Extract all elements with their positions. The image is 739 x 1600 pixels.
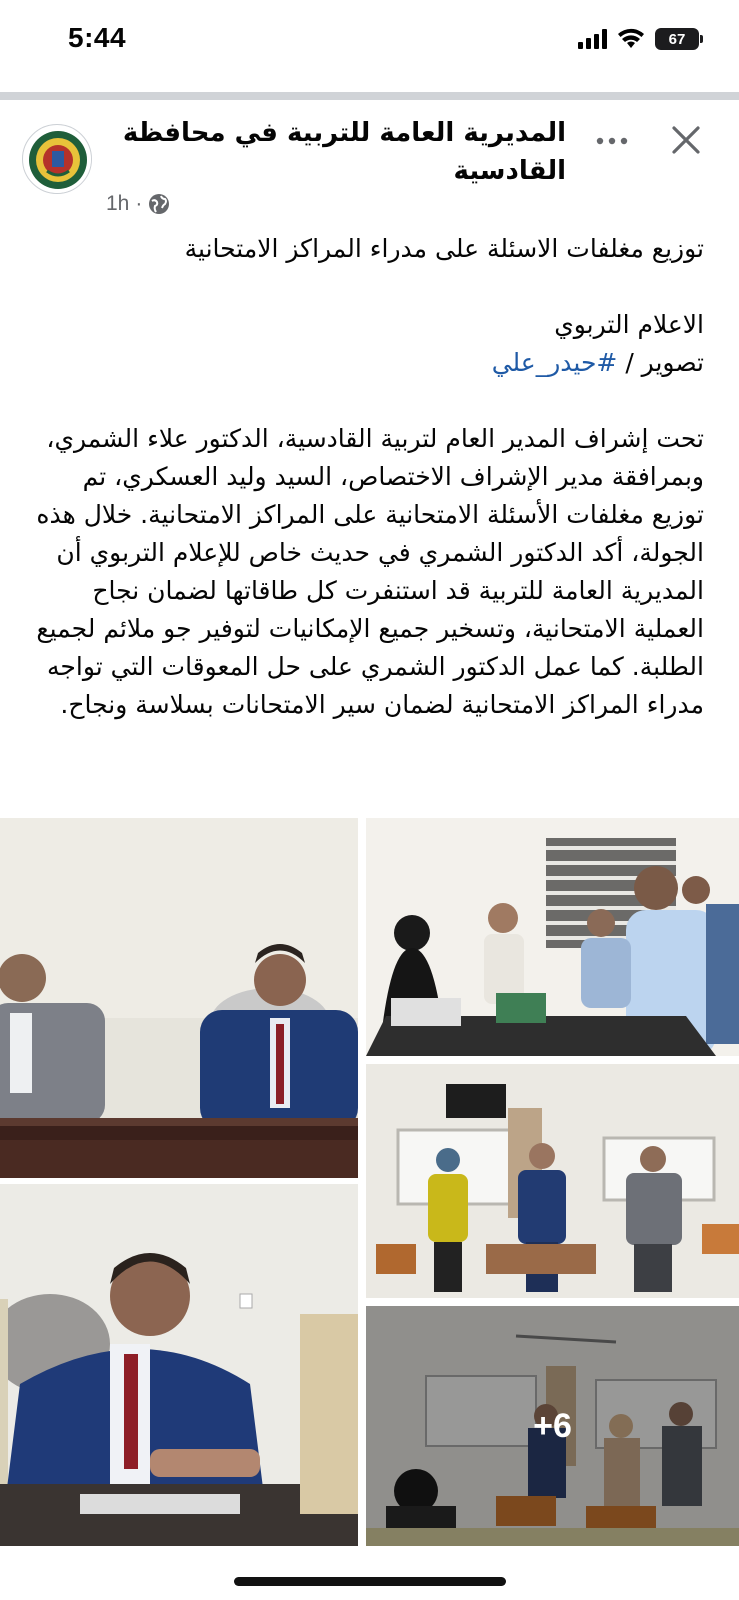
more-options-button[interactable] xyxy=(592,122,632,158)
post-text xyxy=(30,230,704,724)
photo-grid xyxy=(0,818,739,1546)
directorate-logo-icon xyxy=(23,125,92,194)
photo-exam-hall[interactable] xyxy=(366,1306,739,1546)
post-header xyxy=(0,100,739,230)
wifi-icon xyxy=(617,28,645,50)
photo-credit-line xyxy=(30,344,704,382)
post-time[interactable]: 1h xyxy=(106,192,130,215)
post-meta xyxy=(106,192,170,216)
post-body: تحت إشراف المدير العام لتربية القادسية، الدكتور علاء الشمري، وبمرافقة مدير الإشراف الاختصاص، السيد وليد العسكري، تم توزيع مغلفات الأسئلة الامتحانية على المراكز الامتحانية. خلال هذه الجولة، أكد الدكتور الشمري في حديث خاص للإعلام التربوي أن المديرية العامة للتربية قد استنفرت كل طاقاتها لضمان نجاح العملية الامتحانية، وتسخير جميع الإمكانيات لتوفير جو ملائم لجميع الطلبة. كما عمل الدكتور الشمري على حل المعوقات التي تواجه مدراء المراكز الامتحانية لضمان سير الامتحانات بسلاسة ونجاح. xyxy=(36,424,704,719)
top-divider xyxy=(0,92,739,100)
photo-officials-at-desk[interactable] xyxy=(0,818,358,1178)
photo-envelope-distribution[interactable] xyxy=(366,818,739,1056)
photo-credit-prefix: تصوير / xyxy=(625,348,704,377)
globe-icon xyxy=(148,193,170,215)
post-title-line: توزيع مغلفات الاسئلة على مدراء المراكز الامتحانية xyxy=(184,234,704,263)
status-icons xyxy=(578,28,699,50)
photo-man-signing[interactable] xyxy=(0,1184,358,1546)
close-button[interactable] xyxy=(666,120,706,160)
battery-icon xyxy=(655,28,699,50)
media-line: الاعلام التربوي xyxy=(554,310,704,339)
meta-separator: · xyxy=(135,192,143,215)
more-photos-overlay[interactable] xyxy=(366,1306,739,1546)
battery-level: 67 xyxy=(668,30,686,48)
status-time: 5:44 xyxy=(68,22,127,53)
photo-classroom-visit[interactable] xyxy=(366,1064,739,1298)
more-photos-count: +6 xyxy=(533,1406,572,1445)
cellular-signal-icon xyxy=(578,29,607,49)
close-icon xyxy=(666,120,706,160)
more-horizontal-icon xyxy=(595,136,629,146)
photo-credit-hashtag[interactable]: #حيدر_علي xyxy=(491,348,618,377)
page-name[interactable]: المديرية العامة للتربية في محافظة القادسية xyxy=(122,118,566,186)
status-bar xyxy=(0,0,739,88)
home-indicator[interactable] xyxy=(234,1577,506,1586)
page-avatar[interactable] xyxy=(22,124,92,194)
